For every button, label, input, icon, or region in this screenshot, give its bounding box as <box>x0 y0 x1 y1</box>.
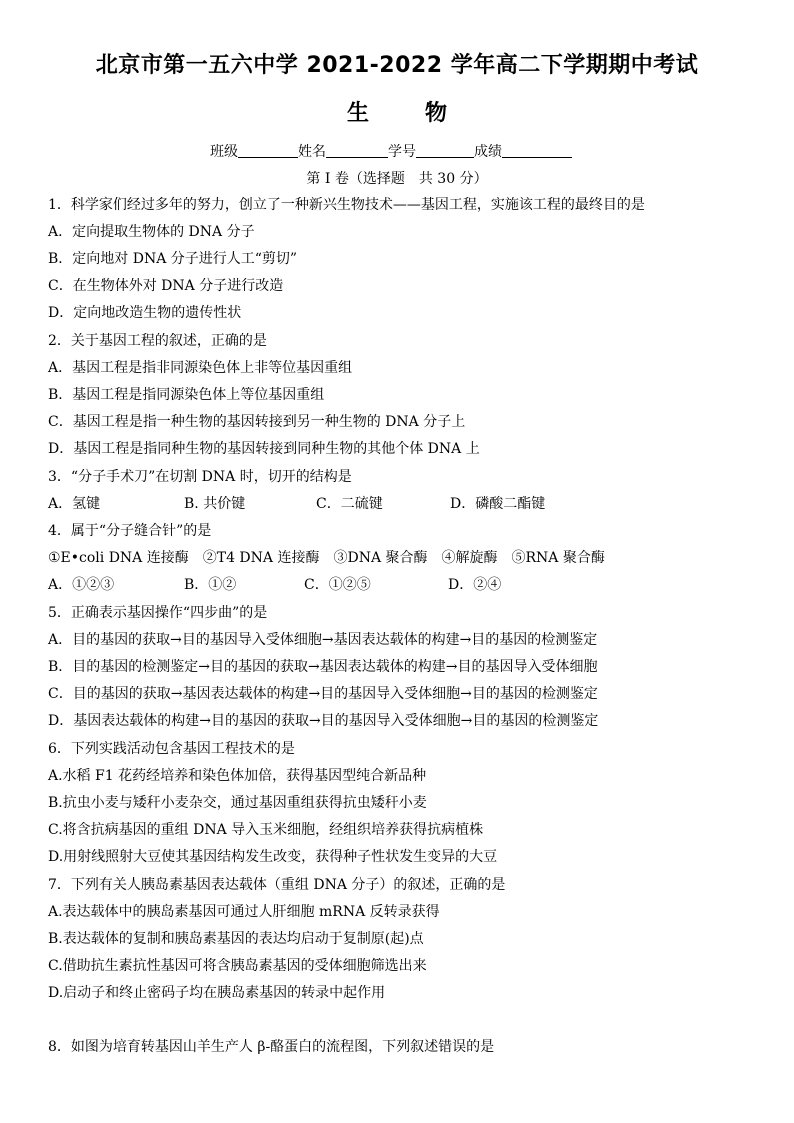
question-stem: 8．如图为培育转基因山羊生产人 β-酪蛋白的流程图，下列叙述错误的是 <box>48 1039 495 1055</box>
option-a: A．基因工程是指非同源染色体上非等位基因重组 <box>48 360 353 376</box>
option-c: C．目的基因的获取→基因表达载体的构建→目的基因导入受体细胞→目的基因的检测鉴定 <box>48 686 598 702</box>
number-blank[interactable] <box>416 143 474 158</box>
number-label: 学号 <box>388 144 416 160</box>
options-row <box>48 575 501 595</box>
option-a: A.水稻 F1 花药经培养和染色体加倍，获得基因型纯合新品种 <box>48 768 427 784</box>
subject-char-2: 物 <box>425 101 448 126</box>
option-a: A.表达载体中的胰岛素基因可通过人肝细胞 mRNA 反转录获得 <box>48 904 440 920</box>
option-a: A．氢键 <box>48 496 101 512</box>
option-d: D．基因表达载体的构建→目的基因的获取→目的基因导入受体细胞→目的基因的检测鉴定 <box>48 713 599 729</box>
option-a: A．定向提取生物体的 DNA 分子 <box>48 224 255 240</box>
subject-heading <box>0 96 794 127</box>
option-d: D．基因工程是指同种生物的基因转接到同种生物的其他个体 DNA 上 <box>48 441 480 457</box>
class-blank[interactable] <box>238 143 298 158</box>
subject-char-1: 生 <box>346 101 369 126</box>
option-b: B．基因工程是指同源染色体上等位基因重组 <box>48 387 325 403</box>
option-d: D.用射线照射大豆使其基因结构发生改变，获得种子性状发生变异的大豆 <box>48 849 498 865</box>
exam-title: 北京市第一五六中学 2021-2022 学年高二下学期期中考试 <box>95 53 699 78</box>
option-d: D．定向地改造生物的遗传性状 <box>48 305 242 321</box>
option-c: C.将含抗病基因的重组 DNA 导入玉米细胞，经组织培养获得抗病植株 <box>48 822 484 838</box>
name-blank[interactable] <box>326 143 388 158</box>
option-a: A．目的基因的获取→目的基因导入受体细胞→基因表达载体的构建→目的基因的检测鉴定 <box>48 632 598 648</box>
option-c: C．在生物体外对 DNA 分子进行改造 <box>48 278 284 294</box>
section-heading: 第 I 卷（选择题 共 30 分） <box>306 171 488 187</box>
student-info-row <box>210 141 572 161</box>
score-blank[interactable] <box>502 143 572 158</box>
class-label: 班级 <box>210 144 238 160</box>
option-d: D．磷酸二酯键 <box>450 496 546 512</box>
enzyme-list: ①E•coli DNA 连接酶 ②T4 DNA 连接酶 ③DNA 聚合酶 ④解旋酶 ⑤RNA 聚合酶 <box>48 550 605 566</box>
option-b: B.抗虫小麦与矮秆小麦杂交，通过基因重组获得抗虫矮秆小麦 <box>48 795 427 811</box>
option-b: B．①② <box>184 577 237 593</box>
option-d: D．②④ <box>448 577 502 593</box>
score-label: 成绩 <box>474 144 502 160</box>
option-c: C.借助抗生素抗性基因可将含胰岛素基因的受体细胞筛选出来 <box>48 958 427 974</box>
option-b: B．定向地对 DNA 分子进行人工“剪切” <box>48 251 298 267</box>
question-stem: 1．科学家们经过多年的努力，创立了一种新兴生物技术——基因工程，实施该工程的最终目的是 <box>48 197 645 213</box>
question-stem: 6．下列实践活动包含基因工程技术的是 <box>48 741 295 757</box>
option-c: C．①②⑤ <box>304 577 371 593</box>
option-b: B.表达载体的复制和胰岛素基因的表达均启动于复制原(起)点 <box>48 931 424 947</box>
question-stem: 7．下列有关人胰岛素基因表达载体（重组 DNA 分子）的叙述，正确的是 <box>48 877 506 893</box>
option-b: B．目的基因的检测鉴定→目的基因的获取→基因表达载体的构建→目的基因导入受体细胞 <box>48 659 598 675</box>
question-stem: 5．正确表示基因操作“四步曲”的是 <box>48 605 268 621</box>
option-d: D.启动子和终止密码子均在胰岛素基因的转录中起作用 <box>48 985 386 1001</box>
option-c: C．二硫键 <box>316 496 383 512</box>
name-label: 姓名 <box>298 144 326 160</box>
option-c: C．基因工程是指一种生物的基因转接到另一种生物的 DNA 分子上 <box>48 414 466 430</box>
option-a: A．①②③ <box>48 577 115 593</box>
question-stem: 4．属于“分子缝合针”的是 <box>48 523 212 539</box>
question-stem: 3．“分子手术刀”在切割 DNA 时，切开的结构是 <box>48 469 352 485</box>
option-b: B. 共价键 <box>184 496 246 512</box>
options-row <box>48 494 545 514</box>
question-stem: 2．关于基因工程的叙述，正确的是 <box>48 333 267 349</box>
